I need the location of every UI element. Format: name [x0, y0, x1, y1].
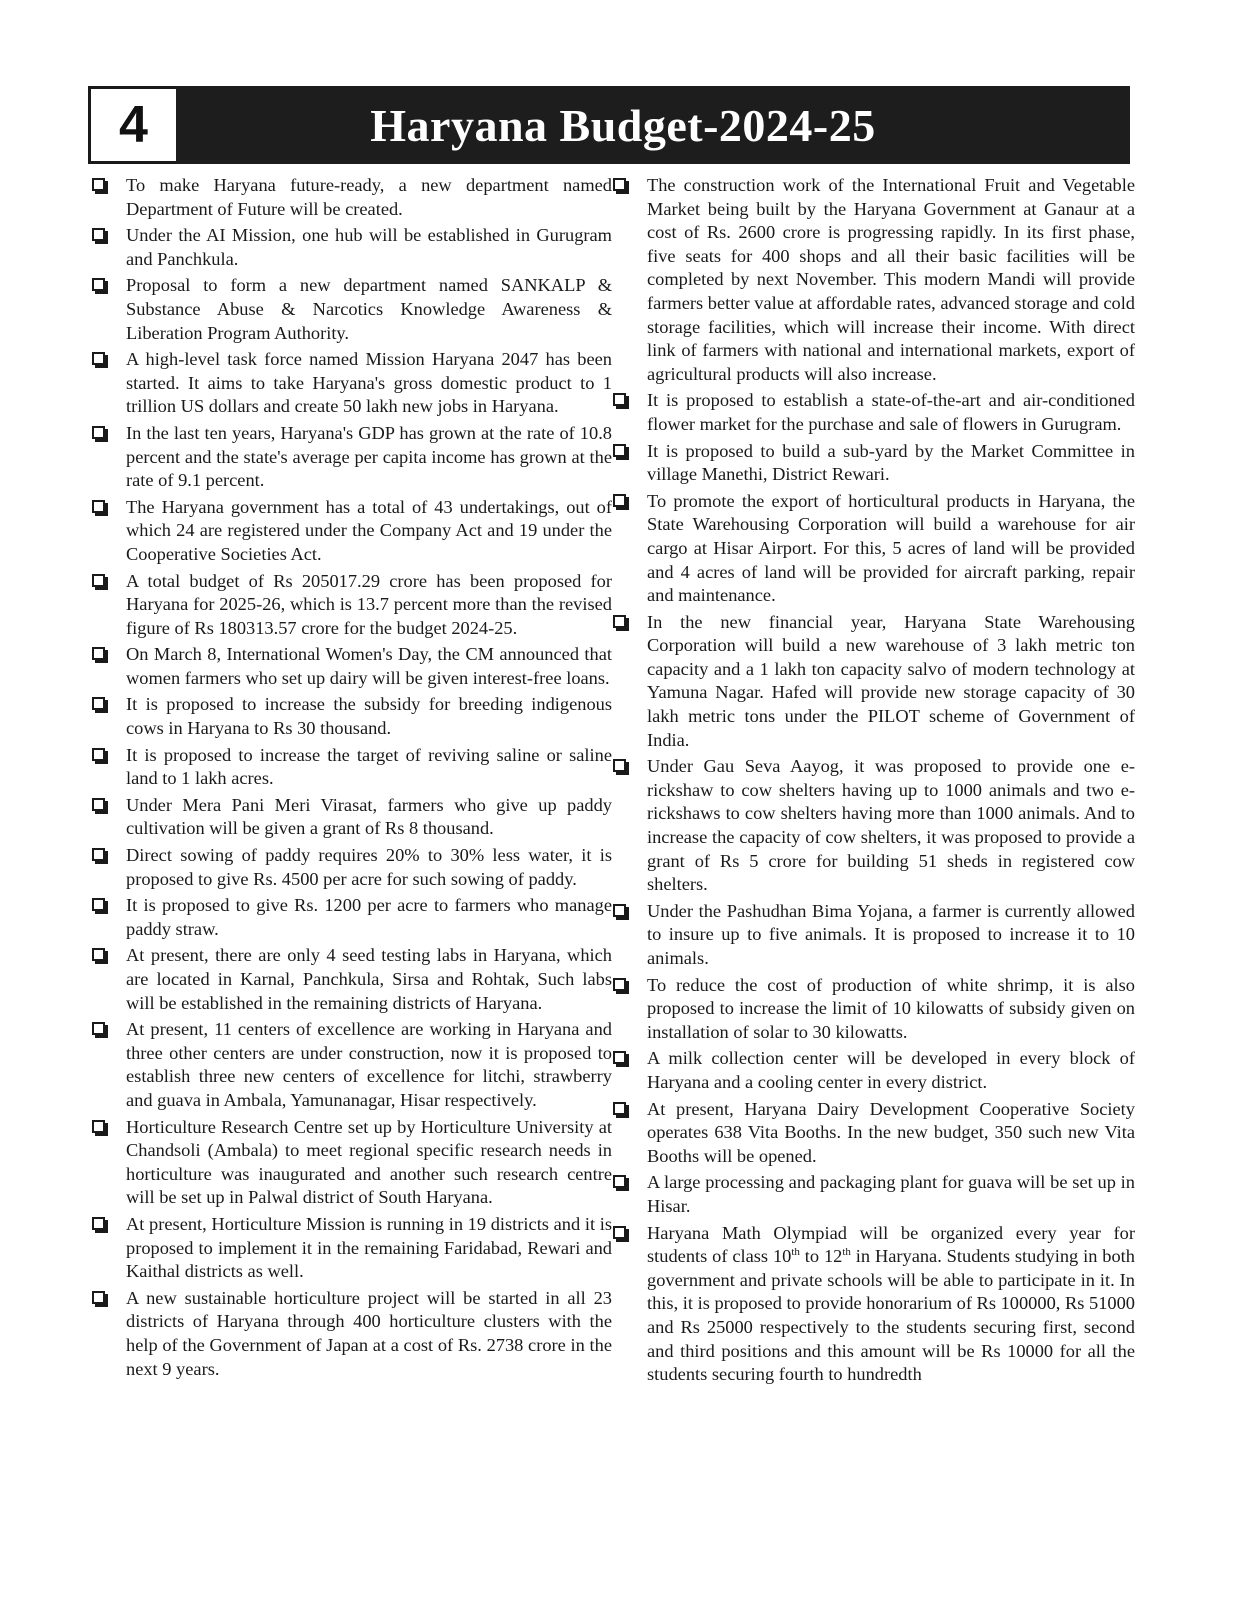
checkbox-bullet-icon [613, 393, 626, 406]
bullet-text: Direct sowing of paddy requires 20% to 30% less water, it is proposed to give Rs. 4500 per acre for such sowing of paddy. [126, 845, 612, 889]
checkbox-bullet-icon [92, 697, 105, 710]
bullet-item [92, 643, 612, 690]
bullet-item [613, 174, 1135, 386]
bullet-item [92, 1287, 612, 1381]
bullet-item [613, 900, 1135, 971]
bullet-text: A total budget of Rs 205017.29 crore has been proposed for Haryana for 2025-26, which is 13.7 percent more than the revised figure of Rs 180313.57 crore for the budget 2024-25. [126, 570, 612, 638]
checkbox-bullet-icon [92, 228, 105, 241]
bullet-item [92, 1116, 612, 1210]
bullet-text: It is proposed to increase the subsidy for breeding indigenous cows in Haryana to Rs 30 thousand. [126, 694, 612, 739]
bullet-item [613, 1222, 1135, 1387]
checkbox-bullet-icon [613, 978, 626, 991]
bullet-text: Haryana Math Olympiad will be organized every year for students of class 10 [647, 1222, 1135, 1267]
bullet-item [92, 174, 612, 221]
left-column [92, 174, 612, 1384]
checkbox-bullet-icon [92, 748, 105, 761]
bullet-text: The construction work of the International Fruit and Vegetable Market being built by the Haryana Government at Ganaur at a cost of Rs. 2600 crore is progressing rapidly. In its first phase, five seats for 400 shops and all their basic facilities will be completed by next November. This modern Mandi will provide farmers better value at affordable rates, advanced storage and cold storage facilities, which will increase their income. With direct link of farmers with national and international markets, export of agricultural products will also increase. [647, 175, 1135, 384]
chapter-header [88, 86, 1130, 164]
checkbox-bullet-icon [92, 798, 105, 811]
bullet-text: Horticulture Research Centre set up by Horticulture University at Chandsoli (Ambala) to meet regional specific research needs in horticulture was inaugurated and another such research centre will be set up in Palwal district of South Haryana. [126, 1116, 612, 1208]
bullet-item [92, 570, 612, 641]
checkbox-bullet-icon [92, 352, 105, 365]
checkbox-bullet-icon [92, 1120, 105, 1133]
bullet-text: To promote the export of horticultural products in Haryana, the State Warehousing Corporation will build a warehouse for air cargo at Hisar Airport. For this, 5 acres of land will be provided and 4 acres of land will be provided for aircraft parking, repair and maintenance. [647, 490, 1135, 606]
bullet-text: At present, Haryana Dairy Development Cooperative Society operates 638 Vita Booths. In the new budget, 350 such new Vita Booths will be opened. [647, 1098, 1135, 1166]
checkbox-bullet-icon [613, 444, 626, 457]
bullet-text: At present, there are only 4 seed testing labs in Haryana, which are located in Karnal, Panchkula, Sirsa and Rohtak, Such labs will be established in the remaining districts of Haryana. [126, 945, 612, 1013]
checkbox-bullet-icon [92, 647, 105, 660]
chapter-number: 4 [88, 86, 176, 164]
bullet-text: It is proposed to establish a state-of-the-art and air-conditioned flower market for the purchase and sale of flowers in Gurugram. [647, 390, 1135, 434]
bullet-text: A milk collection center will be developed in every block of Haryana and a cooling center in every district. [647, 1048, 1135, 1092]
checkbox-bullet-icon [613, 1051, 626, 1064]
bullet-item [92, 1213, 612, 1284]
bullet-item [92, 274, 612, 345]
bullet-item [613, 755, 1135, 897]
checkbox-bullet-icon [613, 759, 626, 772]
checkbox-bullet-icon [92, 1217, 105, 1230]
checkbox-bullet-icon [92, 500, 105, 513]
checkbox-bullet-icon [92, 574, 105, 587]
bullet-text: A large processing and packaging plant for guava will be set up in Hisar. [647, 1172, 1135, 1216]
bullet-text: At present, 11 centers of excellence are working in Haryana and three other centers are under construction, now it is proposed to establish three new centers of excellence for litchi, strawberry and guava in Ambala, Yamunanagar, Hisar respectively. [126, 1019, 612, 1110]
checkbox-bullet-icon [92, 1291, 105, 1304]
bullet-item [613, 974, 1135, 1045]
bullet-item [92, 496, 612, 567]
bullet-text: Under Mera Pani Meri Virasat, farmers who give up paddy cultivation will be given a grant of Rs 8 thousand. [126, 794, 612, 839]
bullet-text: A high-level task force named Mission Haryana 2047 has been started. It aims to take Haryana's gross domestic product to 1 trillion US dollars and create 50 lakh new jobs in Haryana. [126, 349, 612, 417]
ordinal-suffix: th [791, 1246, 800, 1258]
checkbox-bullet-icon [613, 615, 626, 628]
bullet-item [92, 348, 612, 419]
left-bullet-list [92, 174, 612, 1381]
checkbox-bullet-icon [613, 1175, 626, 1188]
checkbox-bullet-icon [92, 426, 105, 439]
checkbox-bullet-icon [92, 278, 105, 291]
checkbox-bullet-icon [92, 898, 105, 911]
ordinal-suffix: th [842, 1246, 851, 1258]
checkbox-bullet-icon [613, 1226, 626, 1239]
bullet-text: On March 8, International Women's Day, the CM announced that women farmers who set up dairy will be given interest-free loans. [126, 644, 612, 688]
checkbox-bullet-icon [92, 1022, 105, 1035]
bullet-text: At present, Horticulture Mission is running in 19 districts and it is proposed to implement it in the remaining Faridabad, Rewari and Kaithal districts as well. [126, 1213, 612, 1282]
bullet-item [92, 1018, 612, 1112]
bullet-item [92, 422, 612, 493]
bullet-text: In the new financial year, Haryana State Warehousing Corporation will build a new warehouse of 3 lakh metric ton capacity and a 1 lakh ton capacity salvo of modern technology at Yamuna Nagar. Hafed will provide new storage capacity of 30 lakh metric tons under the PILOT scheme of Government of India. [647, 611, 1135, 750]
right-bullet-list [613, 174, 1135, 1387]
bullet-text: The Haryana government has a total of 43 undertakings, out of which 24 are registered under the Company Act and 19 under the Cooperative Societies Act. [126, 496, 612, 564]
checkbox-bullet-icon [613, 904, 626, 917]
bullet-item [92, 744, 612, 791]
bullet-item [613, 1171, 1135, 1218]
bullet-text: In the last ten years, Haryana's GDP has grown at the rate of 10.8 percent and the state's average per capita income has grown at the rate of 9.1 percent. [126, 422, 612, 491]
bullet-text: Under the Pashudhan Bima Yojana, a farmer is currently allowed to insure up to five animals. It is proposed to increase it to 10 animals. [647, 900, 1135, 968]
page-title: Haryana Budget-2024-25 [176, 86, 1130, 164]
bullet-item [613, 611, 1135, 753]
bullet-item [613, 440, 1135, 487]
bullet-text: Proposal to form a new department named SANKALP & Substance Abuse & Narcotics Knowledge Awareness & Liberation Program Authority. [126, 275, 612, 343]
checkbox-bullet-icon [92, 178, 105, 191]
bullet-item [613, 389, 1135, 436]
bullet-text: in Haryana. Students studying in both government and private schools will be able to participate in it. In this, it is proposed to provide honorarium of Rs 100000, Rs 51000 and Rs 25000 respectively to the students securing first, second and third positions and this amount will be Rs 10000 for all the students securing fourth to hundredth [647, 1246, 1135, 1385]
bullet-item [92, 844, 612, 891]
bullet-item [92, 224, 612, 271]
right-column [613, 174, 1135, 1390]
bullet-text: It is proposed to build a sub-yard by the Market Committee in village Manethi, District Rewari. [647, 440, 1135, 485]
checkbox-bullet-icon [92, 948, 105, 961]
bullet-text: Under the AI Mission, one hub will be established in Gurugram and Panchkula. [126, 225, 612, 269]
bullet-text: to 12 [799, 1246, 843, 1267]
checkbox-bullet-icon [613, 178, 626, 191]
bullet-text: It is proposed to increase the target of reviving saline or saline land to 1 lakh acres. [126, 744, 612, 789]
bullet-text: A new sustainable horticulture project will be started in all 23 districts of Haryana through 400 horticulture clusters with the help of the Government of Japan at a cost of Rs. 2738 crore in the next 9 years. [126, 1287, 612, 1379]
bullet-item [92, 894, 612, 941]
bullet-item [613, 490, 1135, 608]
bullet-item [92, 693, 612, 740]
bullet-item [613, 1047, 1135, 1094]
bullet-text: To reduce the cost of production of white shrimp, it is also proposed to increase the limit of 10 kilowatts of subsidy given on installation of solar to 30 kilowatts. [647, 974, 1135, 1042]
bullet-item [613, 1098, 1135, 1169]
bullet-text: It is proposed to give Rs. 1200 per acre to farmers who manage paddy straw. [126, 895, 612, 939]
checkbox-bullet-icon [92, 848, 105, 861]
checkbox-bullet-icon [613, 1102, 626, 1115]
checkbox-bullet-icon [613, 494, 626, 507]
bullet-text: Under Gau Seva Aayog, it was proposed to provide one e-rickshaw to cow shelters having up to 1000 animals and two e-rickshaws to cow shelters having more than 1000 animals. And to increase the capacity of cow shelters, it was proposed to provide a grant of Rs 5 crore for building 51 sheds in registered cow shelters. [647, 756, 1135, 895]
bullet-item [92, 794, 612, 841]
bullet-item [92, 944, 612, 1015]
bullet-text: To make Haryana future-ready, a new department named Department of Future will be created. [126, 175, 612, 219]
